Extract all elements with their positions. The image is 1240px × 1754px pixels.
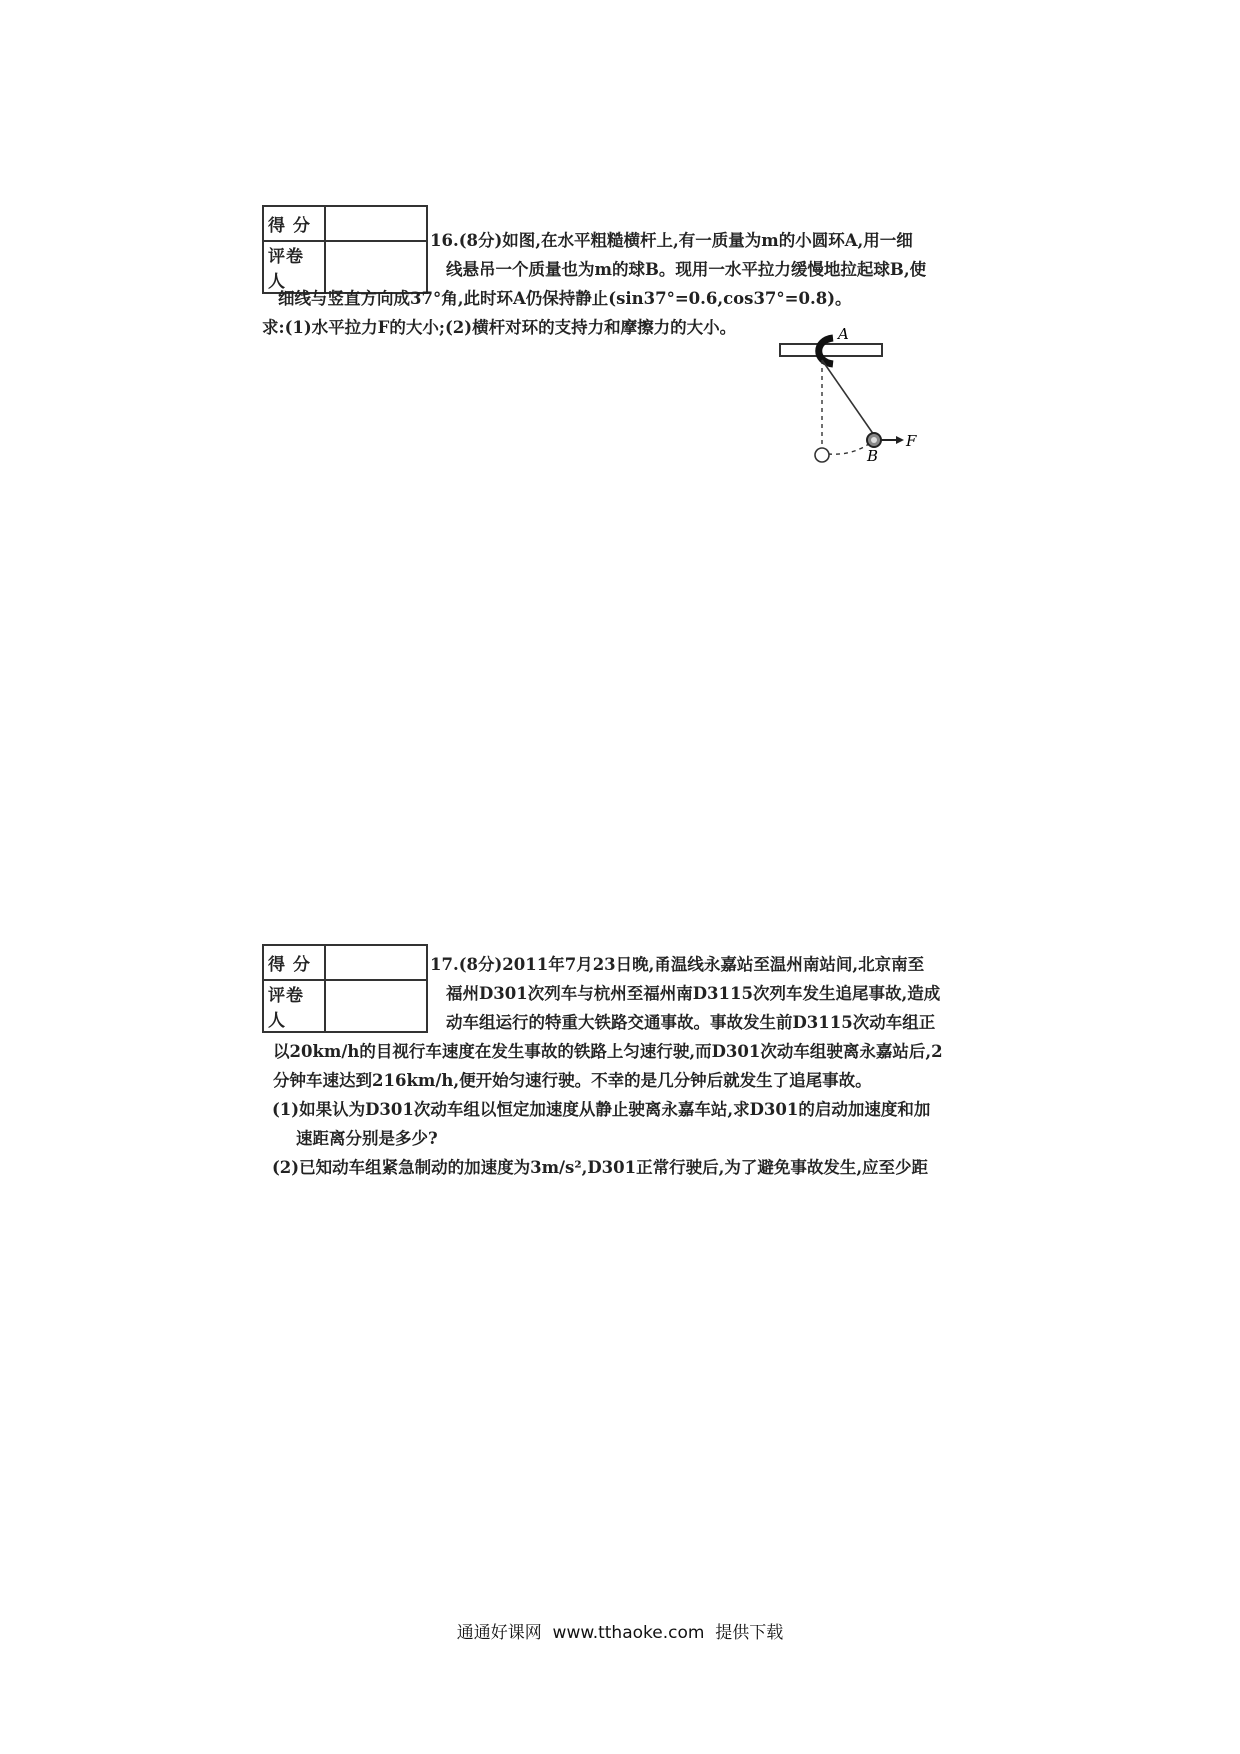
score-label: 得 分 [263,945,325,980]
initial-ball [815,448,829,462]
grader-label: 评卷人 [263,980,325,1032]
score-box-q16 [262,205,428,294]
q16-line-1: 16.(8分)如图,在水平粗糙横杆上,有一质量为m的小圆环A,用一细 [430,231,913,250]
q17-line-4: 以20km/h的目视行车速度在发生事故的铁路上匀速行驶,而D301次动车组驶离永嘉站后,2 [273,1042,943,1061]
score-label: 得 分 [263,206,325,241]
force-arrowhead [896,436,904,444]
ring-label: A [838,328,849,343]
q17-line-1: 17.(8分)2011年7月23日晚,甬温线永嘉站至温州南站间,北京南至 [430,955,925,974]
q17-line-6: (1)如果认为D301次动车组以恒定加速度从静止驶离永嘉车站,求D301的启动加速度和加 [272,1100,931,1119]
grader-field [325,980,427,1032]
q17-line-2: 福州D301次列车与杭州至福州南D3115次列车发生追尾事故,造成 [446,984,941,1003]
q16-line-3: 细线与竖直方向成37°角,此时环A仍保持静止(sin37°=0.6,cos37°=0.8)。 [278,289,852,308]
ball-label: B [867,447,879,465]
score-box-q17 [262,944,428,1033]
q16-line-4: 求:(1)水平拉力F的大小;(2)横杆对环的支持力和摩擦力的大小。 [262,318,737,337]
q17-line-3: 动车组运行的特重大铁路交通事故。事故发生前D3115次动车组正 [446,1013,936,1032]
force-label: F [906,432,917,450]
horizontal-rod [780,344,882,356]
score-field [325,206,427,241]
ball-b-core [871,437,877,443]
grader-label: 评卷人 [263,241,325,293]
footer-credit: 通通好课网 www.tthaoke.com 提供下载 [456,1623,784,1643]
score-field [325,945,427,980]
q16-figure [770,328,960,468]
q16-line-2: 线悬吊一个质量也为m的球B。现用一水平拉力缓慢地拉起球B,使 [446,260,927,279]
string-line [822,360,874,435]
q17-line-7: 速距离分别是多少? [296,1129,438,1148]
q17-line-8: (2)已知动车组紧急制动的加速度为3m/s²,D301正常行驶后,为了避免事故发生,应至少距 [272,1158,929,1177]
q17-line-5: 分钟车速达到216km/h,便开始匀速行驶。不幸的是几分钟后就发生了追尾事故。 [273,1071,872,1090]
